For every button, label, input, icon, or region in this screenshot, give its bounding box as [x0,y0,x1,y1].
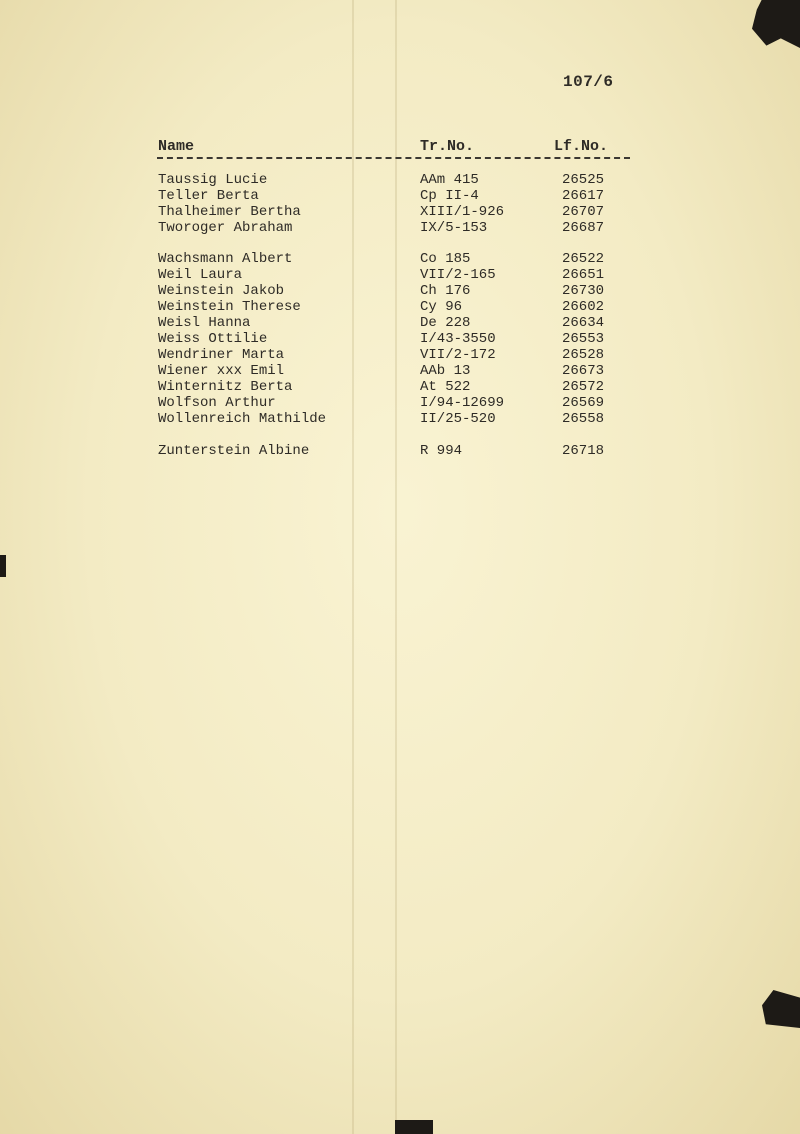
serial-number: 26525 [562,172,605,188]
header-divider [157,157,630,159]
column-header-name: Name [158,138,195,155]
transport-number: Co 185 [420,251,471,267]
person-name: Teller Berta [158,188,259,204]
paper-fold-line [395,0,397,1134]
paper-fold-line [352,0,354,1134]
transport-number: Cy 96 [420,299,463,315]
person-name: Wiener xxx Emil [158,363,285,379]
person-name: Winternitz Berta [158,379,293,395]
serial-number: 26634 [562,315,605,331]
edge-mark [0,555,6,577]
serial-number: 26718 [562,443,605,459]
page-number: 107/6 [563,73,614,91]
transport-number: AAb 13 [420,363,471,379]
person-name: Zunterstein Albine [158,443,310,459]
person-name: Weisl Hanna [158,315,251,331]
transport-number: R 994 [420,443,463,459]
column-header-tr-no: Tr.No. [420,138,475,155]
transport-number: Cp II-4 [420,188,479,204]
serial-number: 26617 [562,188,605,204]
serial-number: 26528 [562,347,605,363]
serial-number: 26730 [562,283,605,299]
serial-number: 26558 [562,411,605,427]
transport-number: XIII/1-926 [420,204,505,220]
person-name: Tworoger Abraham [158,220,293,236]
transport-number: VII/2-165 [420,267,496,283]
transport-number: I/94-12699 [420,395,505,411]
transport-number: AAm 415 [420,172,479,188]
edge-mark [395,1120,433,1134]
person-name: Wachsmann Albert [158,251,293,267]
person-name: Weiss Ottilie [158,331,268,347]
person-name: Weinstein Jakob [158,283,285,299]
person-name: Thalheimer Bertha [158,204,301,220]
person-name: Weinstein Therese [158,299,301,315]
column-header-lf-no: Lf.No. [554,138,609,155]
torn-corner-mark [752,0,800,48]
serial-number: 26572 [562,379,605,395]
serial-number: 26569 [562,395,605,411]
transport-number: VII/2-172 [420,347,496,363]
torn-edge-mark [762,990,800,1028]
person-name: Wollenreich Mathilde [158,411,327,427]
transport-number: At 522 [420,379,471,395]
person-name: Wendriner Marta [158,347,285,363]
serial-number: 26602 [562,299,605,315]
person-name: Wolfson Arthur [158,395,276,411]
transport-number: IX/5-153 [420,220,488,236]
person-name: Weil Laura [158,267,243,283]
serial-number: 26687 [562,220,605,236]
person-name: Taussig Lucie [158,172,268,188]
transport-number: Ch 176 [420,283,471,299]
transport-number: De 228 [420,315,471,331]
serial-number: 26651 [562,267,605,283]
transport-number: II/25-520 [420,411,496,427]
serial-number: 26707 [562,204,605,220]
serial-number: 26673 [562,363,605,379]
transport-number: I/43-3550 [420,331,496,347]
serial-number: 26522 [562,251,605,267]
serial-number: 26553 [562,331,605,347]
